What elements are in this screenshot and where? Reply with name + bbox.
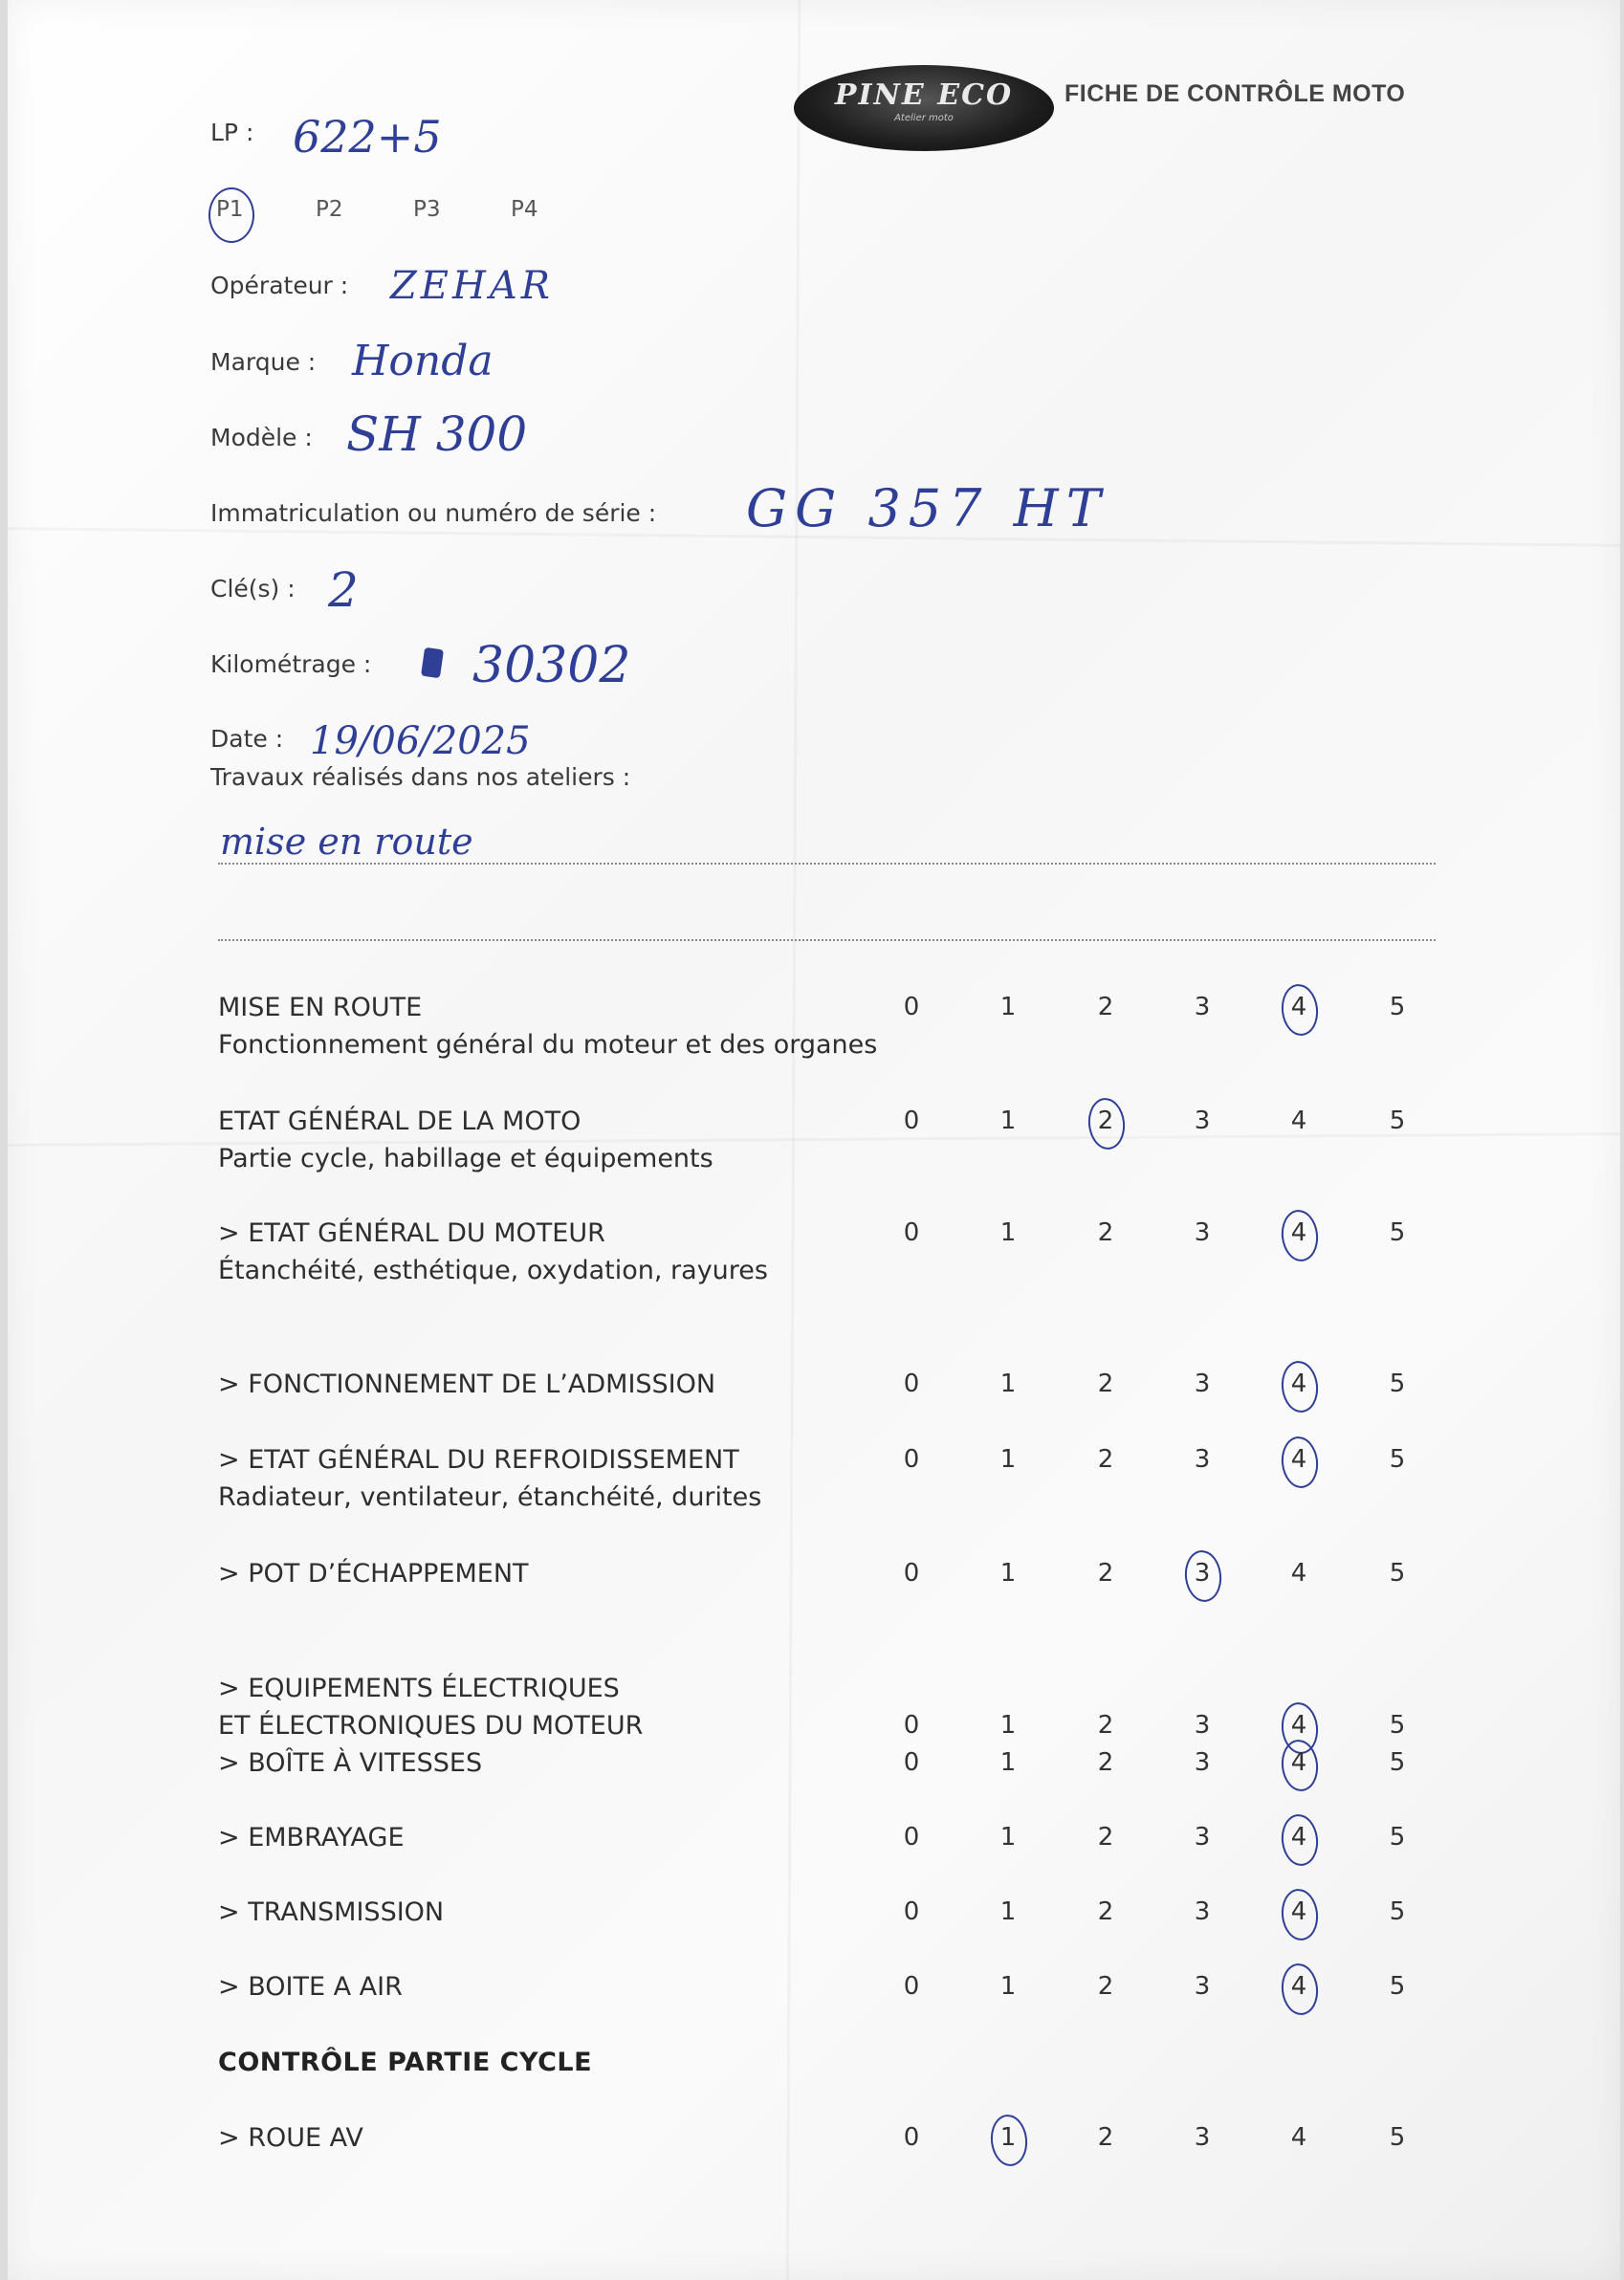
row-0-score-0[interactable]: 0 — [903, 993, 920, 1021]
position-option-p2[interactable]: P2 — [316, 197, 343, 222]
row-2-score-0[interactable]: 0 — [903, 1218, 920, 1247]
travaux-line-1 — [218, 863, 1436, 865]
cycle-row-0-score-0[interactable]: 0 — [903, 2123, 920, 2152]
row-3-score-4[interactable]: 4 — [1280, 1370, 1318, 1398]
ink-scribble — [421, 647, 444, 678]
row-3-score-2[interactable]: 2 — [1097, 1370, 1114, 1398]
row-subtitle-2: Étanchéité, esthétique, oxydation, rayures — [218, 1256, 768, 1285]
row-title-4: > ETAT GÉNÉRAL DU REFROIDISSEMENT — [218, 1445, 739, 1475]
row-title-0: MISE EN ROUTE — [218, 993, 423, 1022]
row-title-7: > BOÎTE À VITESSES — [218, 1748, 483, 1778]
row-6-score-4[interactable]: 4 — [1280, 1711, 1318, 1740]
row-title-10: > BOITE A AIR — [218, 1972, 403, 2002]
row-3-score-0[interactable]: 0 — [903, 1370, 920, 1398]
lp-label: LP : — [210, 119, 254, 146]
row-title-8: > EMBRAYAGE — [218, 1823, 405, 1852]
row-6-score-0[interactable]: 0 — [903, 1711, 920, 1740]
row-9-score-4[interactable]: 4 — [1280, 1897, 1318, 1926]
row-6-score-2[interactable]: 2 — [1097, 1711, 1114, 1740]
row-10-score-3[interactable]: 3 — [1194, 1972, 1211, 2001]
cles-value: 2 — [328, 562, 359, 618]
position-option-p4[interactable]: P4 — [511, 197, 538, 222]
row-2-score-5[interactable]: 5 — [1389, 1218, 1406, 1247]
immatriculation-label: Immatriculation ou numéro de série : — [210, 499, 657, 527]
row-9-score-0[interactable]: 0 — [903, 1897, 920, 1926]
marque-value: Honda — [352, 337, 494, 385]
row-3-score-5[interactable]: 5 — [1389, 1370, 1406, 1398]
section-title-partie-cycle: CONTRÔLE PARTIE CYCLE — [218, 2048, 593, 2077]
row-7-score-3[interactable]: 3 — [1194, 1748, 1211, 1777]
row-8-score-5[interactable]: 5 — [1389, 1823, 1406, 1852]
row-4-score-5[interactable]: 5 — [1389, 1445, 1406, 1474]
row-6-score-5[interactable]: 5 — [1389, 1711, 1406, 1740]
row-1-score-0[interactable]: 0 — [903, 1107, 920, 1135]
row-title-3: > FONCTIONNEMENT DE L’ADMISSION — [218, 1370, 716, 1399]
row-2-score-1[interactable]: 1 — [999, 1218, 1017, 1247]
row-8-score-4[interactable]: 4 — [1280, 1823, 1318, 1852]
row-5-score-5[interactable]: 5 — [1389, 1559, 1406, 1588]
row-5-score-0[interactable]: 0 — [903, 1559, 920, 1588]
row-title-1: ETAT GÉNÉRAL DE LA MOTO — [218, 1107, 582, 1136]
row-4-score-1[interactable]: 1 — [999, 1445, 1017, 1474]
position-option-p3[interactable]: P3 — [413, 197, 441, 222]
row-3-score-1[interactable]: 1 — [999, 1370, 1017, 1398]
row-7-score-4[interactable]: 4 — [1280, 1748, 1318, 1777]
row-4-score-4[interactable]: 4 — [1280, 1445, 1318, 1474]
row-8-score-2[interactable]: 2 — [1097, 1823, 1114, 1852]
row-10-score-0[interactable]: 0 — [903, 1972, 920, 2001]
row-title-2: > ETAT GÉNÉRAL DU MOTEUR — [218, 1218, 605, 1248]
operateur-label: Opérateur : — [210, 272, 349, 299]
row-0-score-3[interactable]: 3 — [1194, 993, 1211, 1021]
kilometrage-label: Kilométrage : — [210, 650, 372, 678]
date-label: Date : — [210, 725, 284, 753]
row-7-score-1[interactable]: 1 — [999, 1748, 1017, 1777]
kilometrage-value: 30302 — [472, 637, 631, 694]
row-8-score-0[interactable]: 0 — [903, 1823, 920, 1852]
date-value: 19/06/2025 — [310, 719, 531, 763]
position-option-p1[interactable]: P1 — [216, 197, 244, 222]
row-10-score-4[interactable]: 4 — [1280, 1972, 1318, 2001]
row-0-score-1[interactable]: 1 — [999, 993, 1017, 1021]
row-5-score-1[interactable]: 1 — [999, 1559, 1017, 1588]
row-1-score-4[interactable]: 4 — [1290, 1107, 1307, 1135]
selected-position-circle — [208, 187, 254, 243]
immatriculation-value: GG 357 HT — [746, 478, 1108, 538]
row-5-score-4[interactable]: 4 — [1290, 1559, 1307, 1588]
row-5-score-2[interactable]: 2 — [1097, 1559, 1114, 1588]
lp-value: 622+5 — [293, 111, 442, 163]
cles-label: Clé(s) : — [210, 575, 296, 603]
row-9-score-5[interactable]: 5 — [1389, 1897, 1406, 1926]
row-10-score-5[interactable]: 5 — [1389, 1972, 1406, 2001]
row-6-score-1[interactable]: 1 — [999, 1711, 1017, 1740]
row-0-score-5[interactable]: 5 — [1389, 993, 1406, 1021]
travaux-line-2 — [218, 939, 1436, 941]
logo-text: PINE ECO — [834, 78, 1014, 112]
row-6-score-3[interactable]: 3 — [1194, 1711, 1211, 1740]
row-3-score-3[interactable]: 3 — [1194, 1370, 1211, 1398]
row-9-score-2[interactable]: 2 — [1097, 1897, 1114, 1926]
row-0-score-2[interactable]: 2 — [1097, 993, 1114, 1021]
row-title-5: > POT D’ÉCHAPPEMENT — [218, 1559, 529, 1589]
cycle-row-0-score-1[interactable]: 1 — [989, 2123, 1027, 2152]
row-10-score-1[interactable]: 1 — [999, 1972, 1017, 2001]
row-subtitle-4: Radiateur, ventilateur, étanchéité, durites — [218, 1482, 762, 1512]
row-10-score-2[interactable]: 2 — [1097, 1972, 1114, 2001]
logo-subtext: Atelier moto — [894, 113, 954, 123]
cycle-row-0-score-2[interactable]: 2 — [1097, 2123, 1114, 2152]
control-sheet — [8, 0, 1620, 2280]
row-subtitle-1: Partie cycle, habillage et équipements — [218, 1144, 713, 1173]
row-8-score-1[interactable]: 1 — [999, 1823, 1017, 1852]
row-1-score-5[interactable]: 5 — [1389, 1107, 1406, 1135]
row-5-score-3[interactable]: 3 — [1183, 1559, 1221, 1588]
row-4-score-3[interactable]: 3 — [1194, 1445, 1211, 1474]
row-2-score-3[interactable]: 3 — [1194, 1218, 1211, 1247]
row-0-score-4[interactable]: 4 — [1280, 993, 1318, 1021]
operateur-value: ZEHAR — [390, 264, 554, 308]
row-9-score-3[interactable]: 3 — [1194, 1897, 1211, 1926]
row-subtitle-6: ET ÉLECTRONIQUES DU MOTEUR — [218, 1711, 644, 1741]
modele-value: SH 300 — [346, 406, 528, 462]
modele-label: Modèle : — [210, 424, 313, 451]
travaux-label: Travaux réalisés dans nos ateliers : — [210, 763, 631, 791]
cycle-row-0-score-3[interactable]: 3 — [1194, 2123, 1211, 2152]
row-1-score-1[interactable]: 1 — [999, 1107, 1017, 1135]
row-4-score-0[interactable]: 0 — [903, 1445, 920, 1474]
cycle-row-title-0: > ROUE AV — [218, 2123, 363, 2153]
row-7-score-5[interactable]: 5 — [1389, 1748, 1406, 1777]
cycle-row-0-score-4[interactable]: 4 — [1290, 2123, 1307, 2152]
row-subtitle-0: Fonctionnement général du moteur et des organes — [218, 1030, 878, 1060]
row-title-9: > TRANSMISSION — [218, 1897, 445, 1927]
row-9-score-1[interactable]: 1 — [999, 1897, 1017, 1926]
row-1-score-3[interactable]: 3 — [1194, 1107, 1211, 1135]
document-title: FICHE DE CONTRÔLE MOTO — [1064, 80, 1406, 107]
row-1-score-2[interactable]: 2 — [1086, 1107, 1125, 1135]
row-8-score-3[interactable]: 3 — [1194, 1823, 1211, 1852]
row-7-score-0[interactable]: 0 — [903, 1748, 920, 1777]
row-4-score-2[interactable]: 2 — [1097, 1445, 1114, 1474]
travaux-value: mise en route — [220, 821, 473, 863]
row-title-6: > EQUIPEMENTS ÉLECTRIQUES — [218, 1674, 620, 1703]
row-7-score-2[interactable]: 2 — [1097, 1748, 1114, 1777]
cycle-row-0-score-5[interactable]: 5 — [1389, 2123, 1406, 2152]
brand-logo — [794, 65, 1054, 151]
marque-label: Marque : — [210, 348, 317, 376]
row-2-score-4[interactable]: 4 — [1280, 1218, 1318, 1247]
row-2-score-2[interactable]: 2 — [1097, 1218, 1114, 1247]
